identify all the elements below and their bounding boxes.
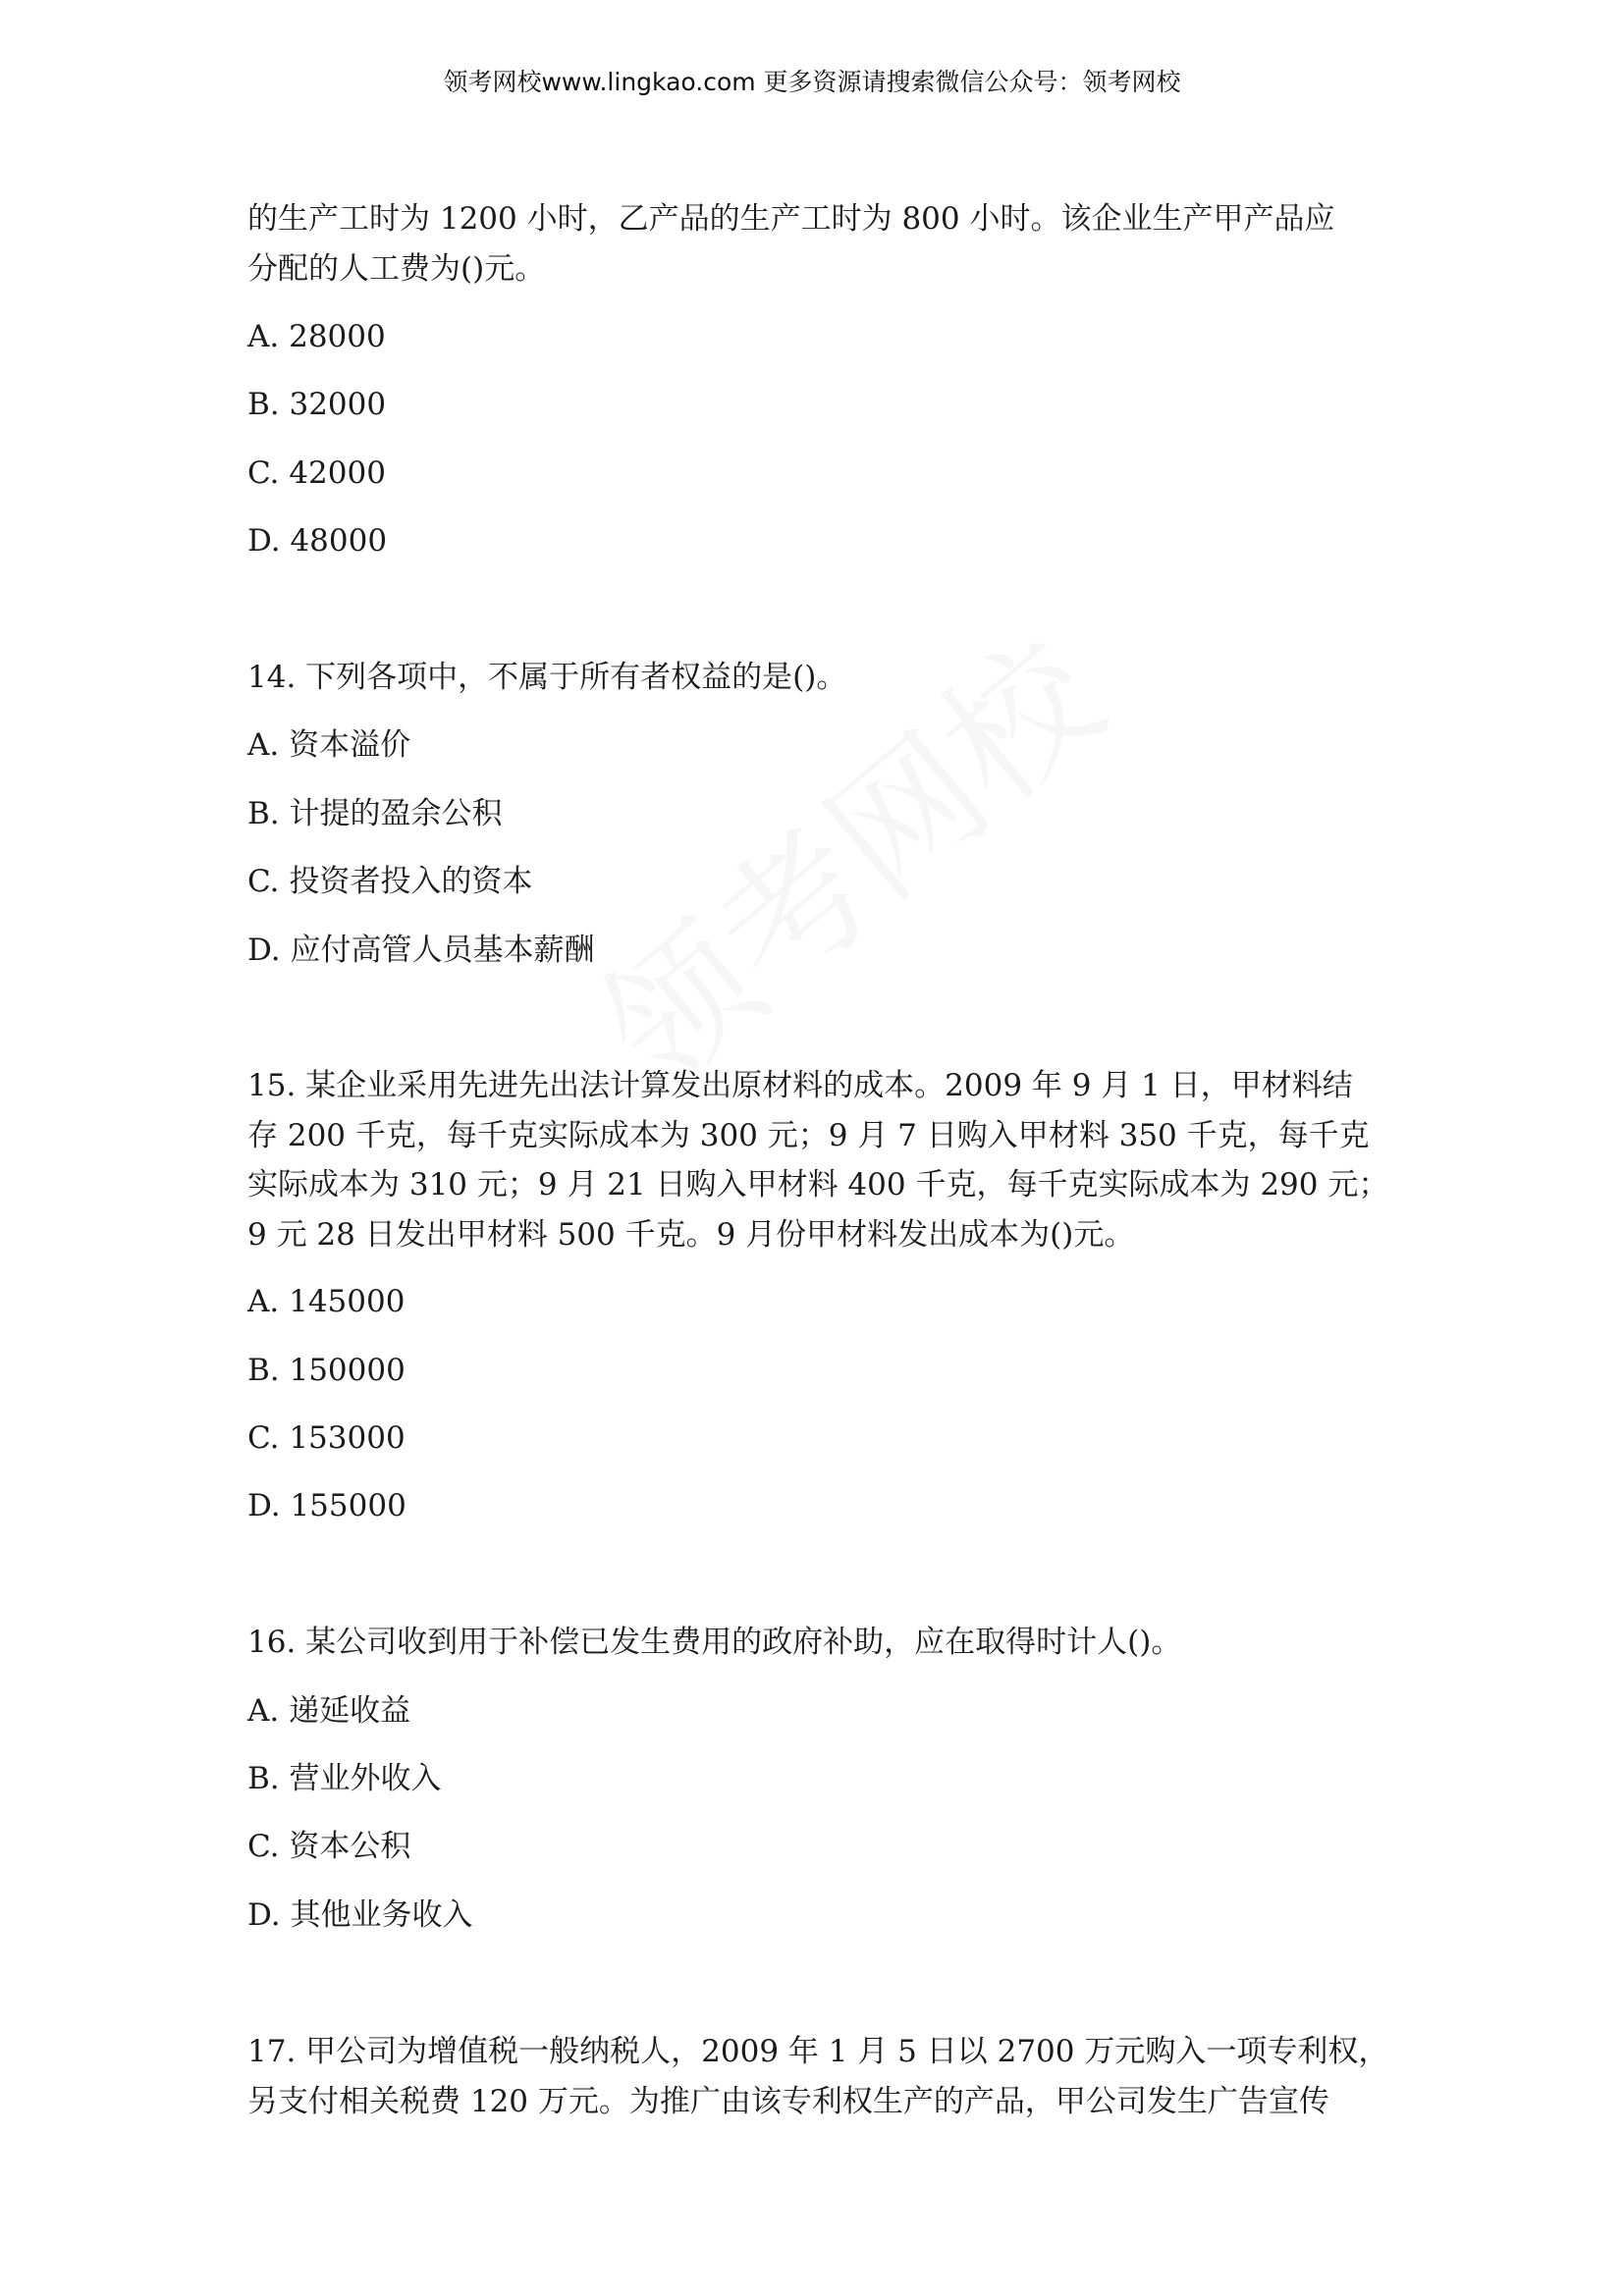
- q13-option-b: B. 32000: [247, 387, 387, 422]
- q14-option-b: B. 计提的盈余公积: [247, 796, 503, 831]
- q15-option-d: D. 155000: [247, 1488, 406, 1523]
- q13-option-c: C. 42000: [247, 455, 386, 491]
- q15-stem-line4: 9 元 28 日发出甲材料 500 千克。9 月份甲材料发出成本为()元。: [247, 1217, 1135, 1253]
- q15-stem-line1: 15. 某企业采用先进先出法计算发出原材料的成本。2009 年 9 月 1 日，甲材料结: [247, 1068, 1353, 1103]
- q16-option-c: C. 资本公积: [247, 1829, 411, 1864]
- q16-option-b: B. 营业外收入: [247, 1761, 442, 1796]
- q14-stem: 14. 下列各项中，不属于所有者权益的是()。: [247, 660, 847, 695]
- q17-stem-line1: 17. 甲公司为增值税一般纳税人，2009 年 1 月 5 日以 2700 万元购入一项专利权，: [247, 2034, 1389, 2069]
- q15-option-a: A. 145000: [247, 1284, 406, 1319]
- q15-stem-line3: 实际成本为 310 元；9 月 21 日购入甲材料 400 千克，每千克实际成本为 290 元；: [247, 1167, 1389, 1202]
- q14-option-a: A. 资本溢价: [247, 727, 411, 763]
- q13-option-a: A. 28000: [247, 319, 386, 354]
- q14-option-c: C. 投资者投入的资本: [247, 864, 533, 899]
- q15-option-c: C. 153000: [247, 1420, 406, 1456]
- q17-stem-line2: 另支付相关税费 120 万元。为推广由该专利权生产的产品，甲公司发生广告宣传: [247, 2084, 1329, 2119]
- q16-option-a: A. 递延收益: [247, 1693, 411, 1729]
- q13-option-d: D. 48000: [247, 523, 388, 559]
- q13-stem-line2: 分配的人工费为()元。: [247, 251, 546, 287]
- q15-option-b: B. 150000: [247, 1353, 406, 1388]
- q14-option-d: D. 应付高管人员基本薪酬: [247, 933, 595, 968]
- q13-stem-line1: 的生产工时为 1200 小时，乙产品的生产工时为 800 小时。该企业生产甲产品应: [247, 201, 1335, 237]
- q15-stem-line2: 存 200 千克，每千克实际成本为 300 元；9 月 7 日购入甲材料 350 千克，每千克: [247, 1118, 1370, 1153]
- q16-stem: 16. 某公司收到用于补偿已发生费用的政府补助，应在取得时计人()。: [247, 1625, 1182, 1660]
- page-header: 领考网校www.lingkao.com 更多资源请搜索微信公众号：领考网校: [443, 68, 1181, 96]
- q16-option-d: D. 其他业务收入: [247, 1897, 473, 1933]
